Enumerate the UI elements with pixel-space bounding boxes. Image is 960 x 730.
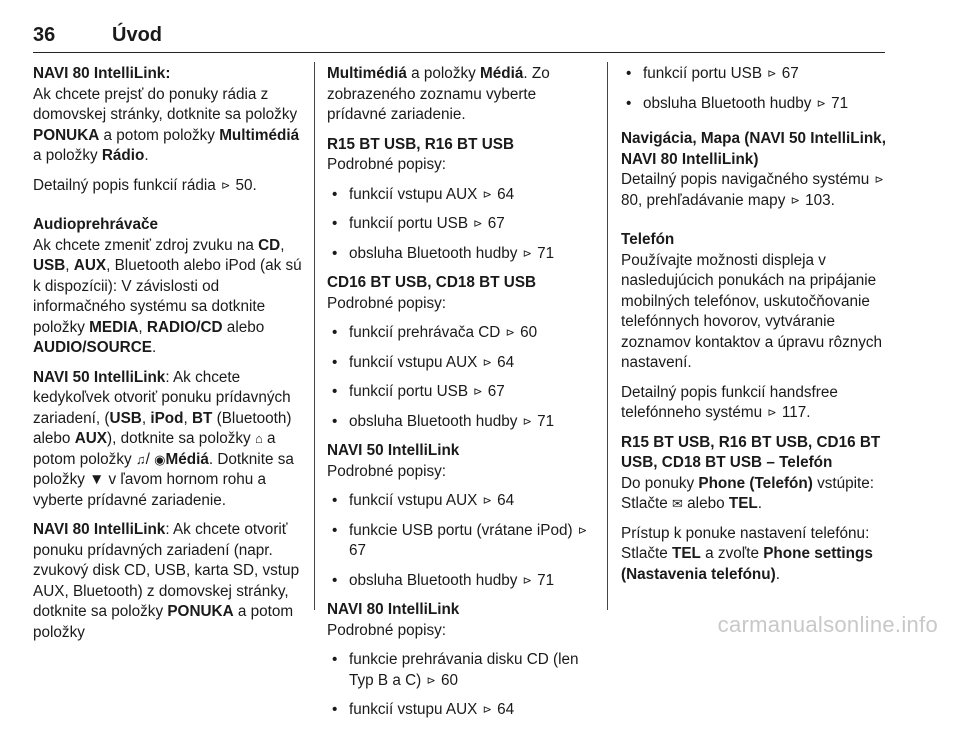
bullet-list [621,64,891,114]
reference-arrow-icon: ⊳ [767,407,777,419]
list-item: • obsluha Bluetooth hudby ⊳ 71 [327,244,595,265]
section-heading: NAVI 80 IntelliLink [327,601,460,618]
column-middle [327,64,595,730]
list-item: • funkcie USB portu (vrátane iPod) ⊳ 67 [327,521,595,562]
reference-arrow-icon: ⊳ [767,68,777,80]
reference-arrow-icon: ⊳ [577,524,588,537]
list-item: • funkcií portu USB ⊳ 67 [327,382,595,403]
reference-arrow-icon: ⊳ [482,495,492,507]
reference-arrow-icon: ⊳ [505,327,515,339]
section-heading: Navigácia, Mapa (NAVI 50 IntelliLink, NAVI 80 IntelliLink) [621,130,886,168]
paragraph: NAVI 50 IntelliLink: Ak chcete kedykoľvek otvoriť ponuku prídavných zariadení, (USB, iPod, BT (Bluetooth) alebo AUX), dotknite sa položky ⌂ a potom položky ♫/ ◉Médiá. Dotknite sa položky ▼ v ľavom hornom rohu a vyberte prídavné zariadenie. [33,368,294,509]
paragraph: Detailný popis navigačného systému ⊳ 80, prehľadávanie mapy ⊳ 103. [621,170,891,211]
list-item: • funkcií prehrávača CD ⊳ 60 [327,323,595,344]
list-item: • funkcií vstupu AUX ⊳ 64 [327,353,595,374]
section-heading: R15 BT USB, R16 BT USB [327,135,514,153]
reference-arrow-icon: ⊳ [473,386,483,398]
list-item: • funkcií vstupu AUX ⊳ 64 [327,491,595,512]
page-header [33,18,885,53]
chapter-title: Úvod [112,24,162,46]
section-heading: CD16 BT USB, CD18 BT USB [327,274,537,291]
reference-arrow-icon: ⊳ [522,247,532,260]
reference-arrow-icon: ⊳ [790,194,800,207]
reference-arrow-icon: ⊳ [482,356,492,369]
paragraph: Detailný popis funkcií rádia ⊳ 50. [33,176,303,197]
section-heading: Audioprehrávače [33,216,158,233]
paragraph: Ak chcete zmeniť zdroj zvuku na CD, USB, AUX, Bluetooth alebo iPod (ak sú k dispozícii): V závislosti od informačného systému sa dotknite položky MEDIA, RADIO/CD alebo AUDIO/SOURCE. [33,236,302,356]
page-number: 36 [33,24,56,46]
list-item: • funkcií portu USB ⊳ 67 [327,214,595,235]
section-heading: NAVI 50 IntelliLink [327,442,460,459]
subheading: Podrobné popisy: [327,621,447,639]
bullet-list [327,650,595,721]
home-icon: ⌂ [254,431,263,446]
paragraph: Používajte možnosti displeja v nasledujúcich ponukách na pripájanie mobilných telefónov, uskutočňovanie telefónnych hovorov, vytváranie zoznamov kontaktov a úpravu rôznych nastavení. [621,251,883,371]
subheading: Podrobné popisy: [327,462,447,480]
column-divider [314,62,315,610]
reference-arrow-icon: ⊳ [816,97,826,110]
watermark: carmanualsonline.info [717,612,938,637]
section-heading: R15 BT USB, R16 BT USB, CD16 BT USB, CD18 BT USB – Telefón [621,433,881,471]
reference-arrow-icon: ⊳ [874,174,884,186]
column-divider [607,62,608,610]
column-left [33,64,303,652]
reference-arrow-icon: ⊳ [482,188,492,201]
section-heading: NAVI 80 IntelliLink: [33,65,171,82]
paragraph: Ak chcete prejsť do ponuky rádia z domovskej stránky, dotknite sa položky PONUKA a potom položky Multimédiá a položky Rádio. [33,85,300,164]
list-item: • obsluha Bluetooth hudby ⊳ 71 [621,94,891,115]
list-item: • funkcií vstupu AUX ⊳ 64 [327,185,595,206]
list-item: • funkcie prehrávania disku CD (len Typ B a C) ⊳ 60 [327,650,595,691]
reference-arrow-icon: ⊳ [221,179,231,192]
reference-arrow-icon: ⊳ [522,415,532,428]
paragraph: Prístup k ponuke nastavení telefónu: Stlačte TEL a zvoľte Phone settings (Nastavenia telefónu). [621,524,873,583]
bullet-list [327,185,595,265]
bullet-list [327,323,595,432]
paragraph: Multimédiá a položky Médiá. Zo zobrazeného zoznamu vyberte prídavné zariadenie. [327,65,550,123]
bullet-list [327,491,595,591]
section-heading: Telefón [621,231,675,248]
media-disc-icon: ◉ [154,451,166,467]
reference-arrow-icon: ⊳ [522,574,532,587]
paragraph: Do ponuky Phone (Telefón) vstúpite: Stlačte ✉ alebo TEL. [621,474,875,512]
column-right [621,64,891,594]
music-note-icon: ♫ [135,451,146,467]
list-item: • obsluha Bluetooth hudby ⊳ 71 [327,412,595,433]
list-item: • funkcií vstupu AUX ⊳ 64 [327,700,595,721]
paragraph: Detailný popis funkcií handsfree telefónneho systému ⊳ 117. [621,383,891,424]
subheading: Podrobné popisy: [327,156,447,173]
reference-arrow-icon: ⊳ [482,704,492,716]
list-item: • obsluha Bluetooth hudby ⊳ 71 [327,571,595,592]
list-item: • funkcií portu USB ⊳ 67 [621,64,891,85]
subheading: Podrobné popisy: [327,294,447,312]
reference-arrow-icon: ⊳ [426,674,436,687]
paragraph: NAVI 80 IntelliLink: Ak chcete otvoriť ponuku prídavných zariadení (napr. zvukový disk CD, USB, karta SD, vstup AUX, Bluetooth) z domovskej stránky, dotknite sa položky PONUKA a potom položky [33,521,300,641]
reference-arrow-icon: ⊳ [473,218,483,230]
phone-key-icon: ✉ [672,496,683,511]
